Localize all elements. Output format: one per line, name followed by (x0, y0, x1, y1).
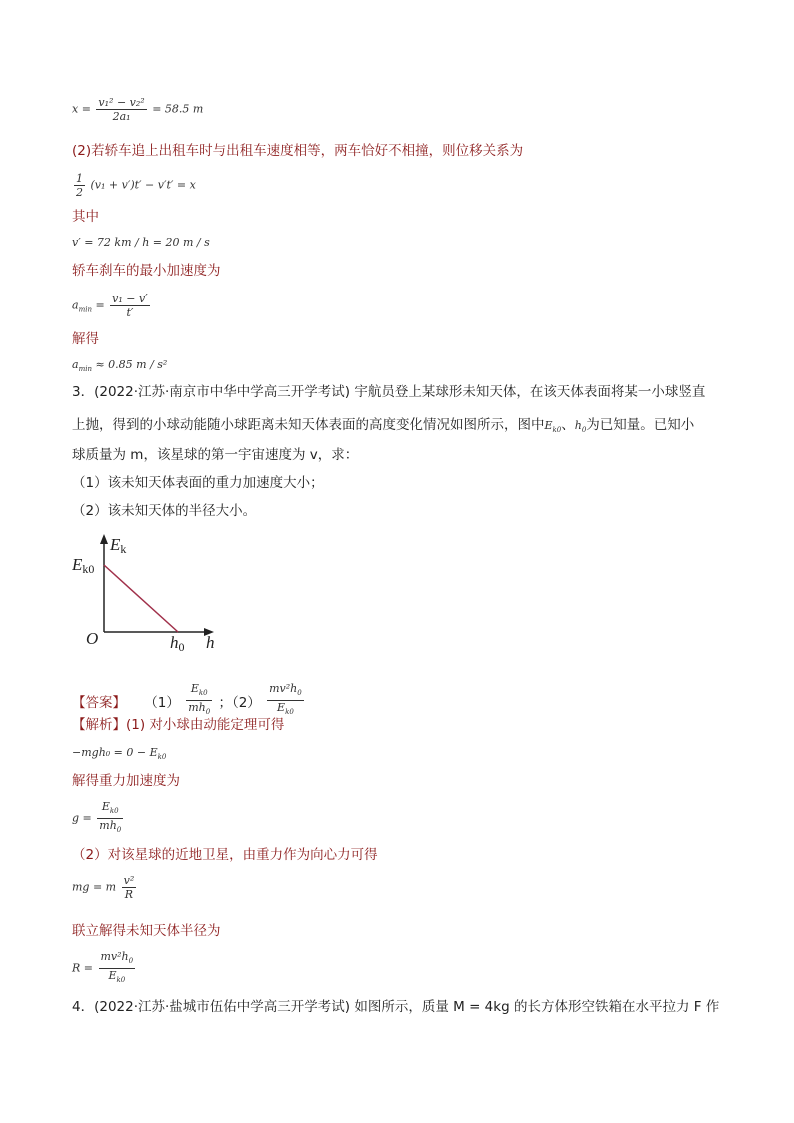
equation-energy: $-mgh_0 = 0 - E_{k0}$ (72, 746, 167, 762)
min-acc-text: 轿车刹车的最小加速度为 (72, 263, 221, 279)
equation-mg: mg = m $\frac{\text{v²}}{R}$ (72, 874, 135, 901)
equation-g: g = $\frac{E_{k0}}{mh_0}$ (72, 800, 122, 835)
graph-ek-label: Ek (110, 535, 127, 556)
question3-line1: 3．(2022·江苏·南京市中华中学高三开学考试) 宇航员登上某球形未知天体，在该天体表面将某一小球竖直 (72, 384, 706, 400)
graph-h-label: h (206, 633, 215, 652)
equation-r: R = $\frac{mv^2h_0}{E_{k0}}$ (72, 950, 134, 985)
ek-h-graph (72, 530, 232, 655)
g-text: 解得重力加速度为 (72, 773, 180, 789)
graph-h0-label: h0 (170, 633, 185, 654)
equation-x: x = $\frac{\text{v₁² − v₂²}}{\text{2a₁}}$ = 58.5 m (72, 96, 204, 123)
analysis-line1: 【解析】(1) 对小球由动能定理可得 (72, 717, 285, 733)
graph-line (104, 565, 178, 632)
part2-text: (2)若轿车追上出租车时与出租车速度相等，两车恰好不相撞，则位移关系为 (72, 143, 524, 159)
equation-v: v′ = 72 km / h = 20 m / s (72, 236, 210, 249)
graph-ek0-label: Ek0 (72, 555, 95, 576)
jiede-text-1: 解得 (72, 331, 99, 347)
question4-line1: 4．(2022·江苏·盐城市伍佑中学高三开学考试) 如图所示，质量 M = 4kg 的长方体形空铁箱在水平拉力 F 作 (72, 999, 720, 1015)
equation-amin-result: $a_{min} \approx 0.85$ m / s² (72, 358, 168, 374)
answer-line: 【答案】 （1） $\frac{E_{k0}}{mh_0}$ ；（2） $\frac{mv^2h_0}{E_{k0}}$ (72, 682, 302, 717)
equation-amin: $a_{min}$ = $\frac{\text{v₁ − v′}}{t'}$ (72, 292, 148, 319)
analysis-line2: （2）对该星球的近地卫星，由重力作为向心力可得 (72, 847, 378, 863)
question3-line3: 球质量为 m，该星球的第一宇宙速度为 v，求： (72, 447, 359, 463)
question3-sub1: （1）该未知天体表面的重力加速度大小； (72, 475, 324, 491)
r-text: 联立解得未知天体半径为 (72, 923, 221, 939)
graph-y-arrow (100, 534, 108, 544)
question3-sub2: （2）该未知天体的半径大小。 (72, 503, 257, 519)
equation-displacement: $\frac{1}{2}$ (v₁ + v′)t′ − v′t′ = x (76, 172, 196, 199)
graph-origin-label: O (86, 629, 99, 648)
qizhong-text: 其中 (72, 209, 99, 225)
question3-line2: 上抛，得到的小球动能随小球距离未知天体表面的高度变化情况如图所示，图中$E_{k0}$、$h_0$为已知量。已知小 (72, 417, 695, 435)
